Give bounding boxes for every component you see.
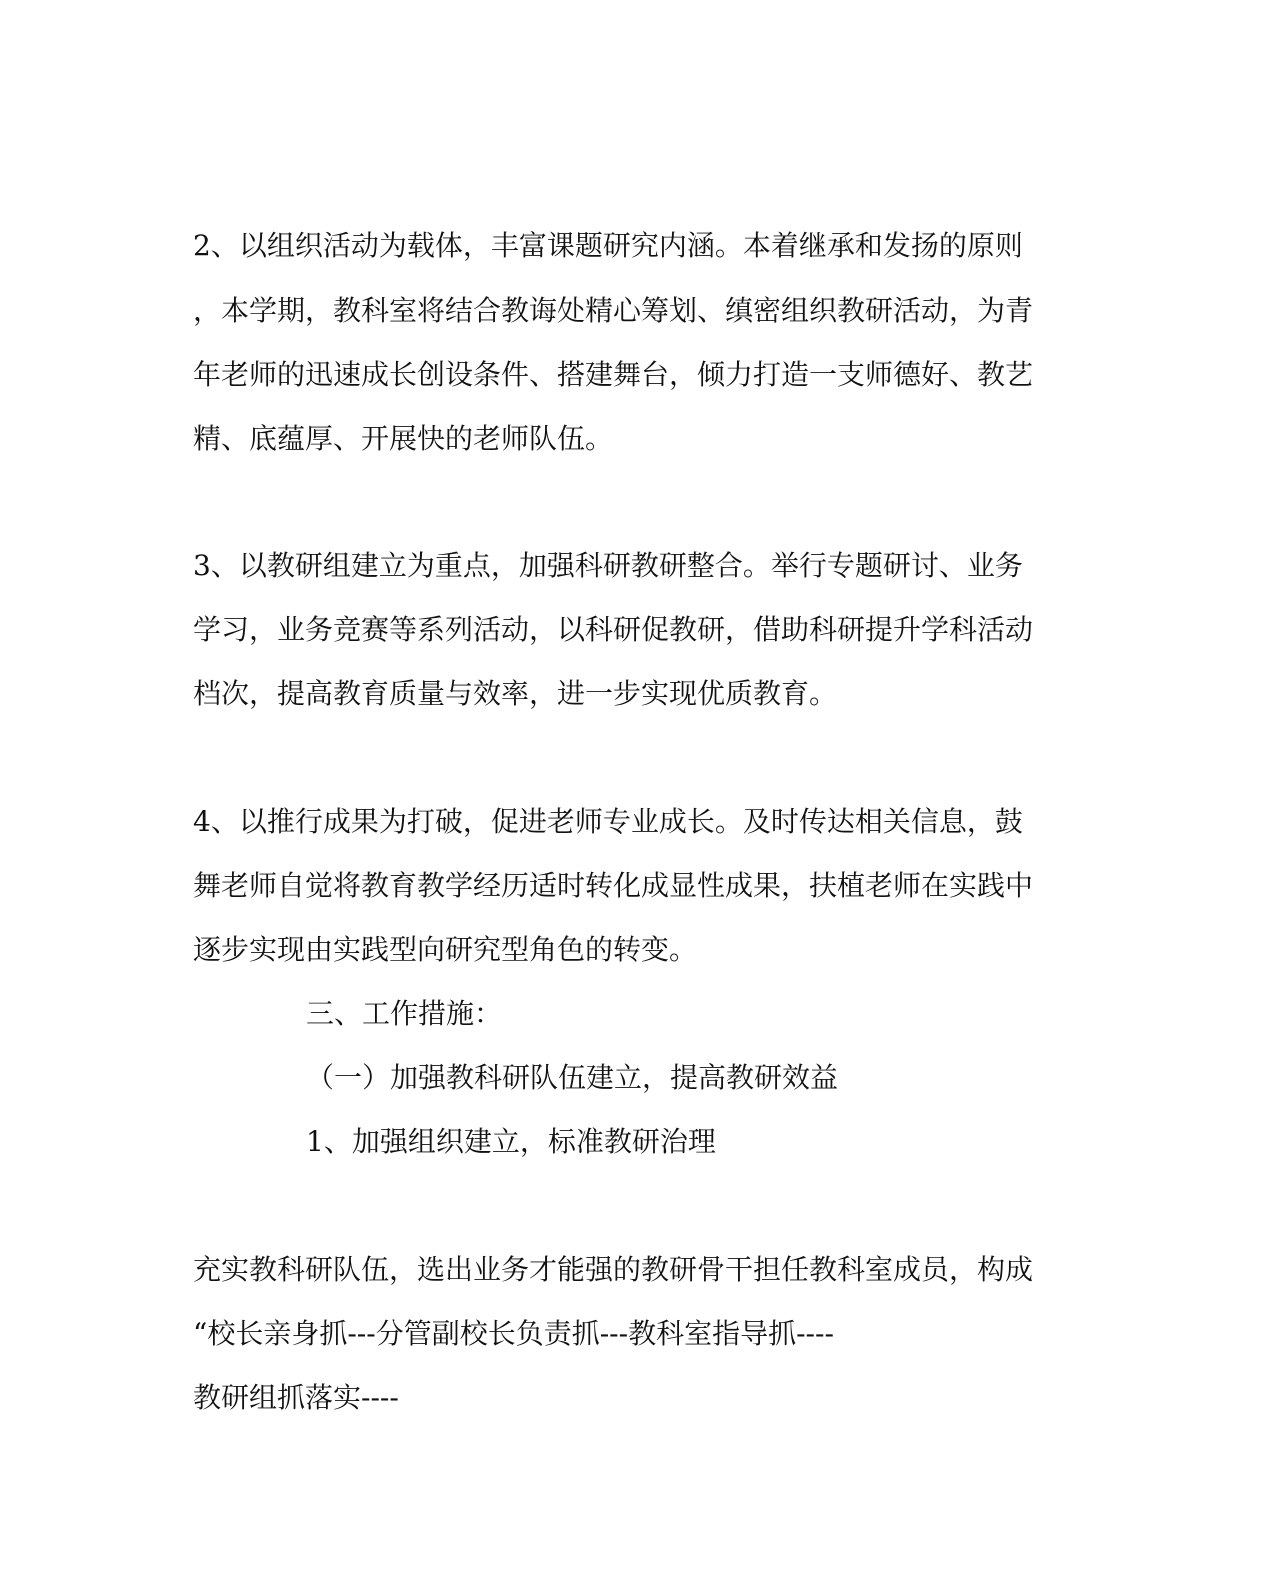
text-line: 充实教科研队伍，选出业务才能强的教研骨干担任教科室成员，构成 xyxy=(193,1253,1034,1286)
text-line: 4、以推行成果为打破，促进老师专业成长。及时传达相关信息，鼓 xyxy=(193,805,1023,838)
text-line: 舞老师自觉将教育教学经历适时转化成显性成果，扶植老师在实践中 xyxy=(193,869,1034,902)
text-line: 逐步实现由实践型向研究型角色的转变。 xyxy=(193,933,698,966)
text-line: 3、以教研组建立为重点，加强科研教研整合。举行专题研讨、业务 xyxy=(193,549,1023,582)
item-heading: 1、加强组织建立，标准教研治理 xyxy=(306,1125,716,1158)
text-line: 年老师的迅速成长创设条件、搭建舞台，倾力打造一支师德好、教艺 xyxy=(193,358,1034,391)
text-line: ，本学期，教科室将结合教诲处精心筹划、缜密组织教研活动，为青 xyxy=(193,294,1034,327)
text-line: 精、底蕴厚、开展快的老师队伍。 xyxy=(193,422,614,455)
text-line: 档次，提高教育质量与效率，进一步实现优质教育。 xyxy=(193,677,838,710)
section-heading: 三、工作措施： xyxy=(306,997,503,1030)
text-line: 教研组抓落实---- xyxy=(193,1381,399,1414)
text-line: 学习，业务竞赛等系列活动，以科研促教研，借助科研提升学科活动 xyxy=(193,613,1034,646)
text-line: 2、以组织活动为载体，丰富课题研究内涵。本着继承和发扬的原则 xyxy=(193,229,1023,262)
subsection-heading: （一）加强教科研队伍建立，提高教研效益 xyxy=(306,1061,839,1094)
text-line: “校长亲身抓---分管副校长负责抓---教科室指导抓---- xyxy=(193,1317,834,1350)
